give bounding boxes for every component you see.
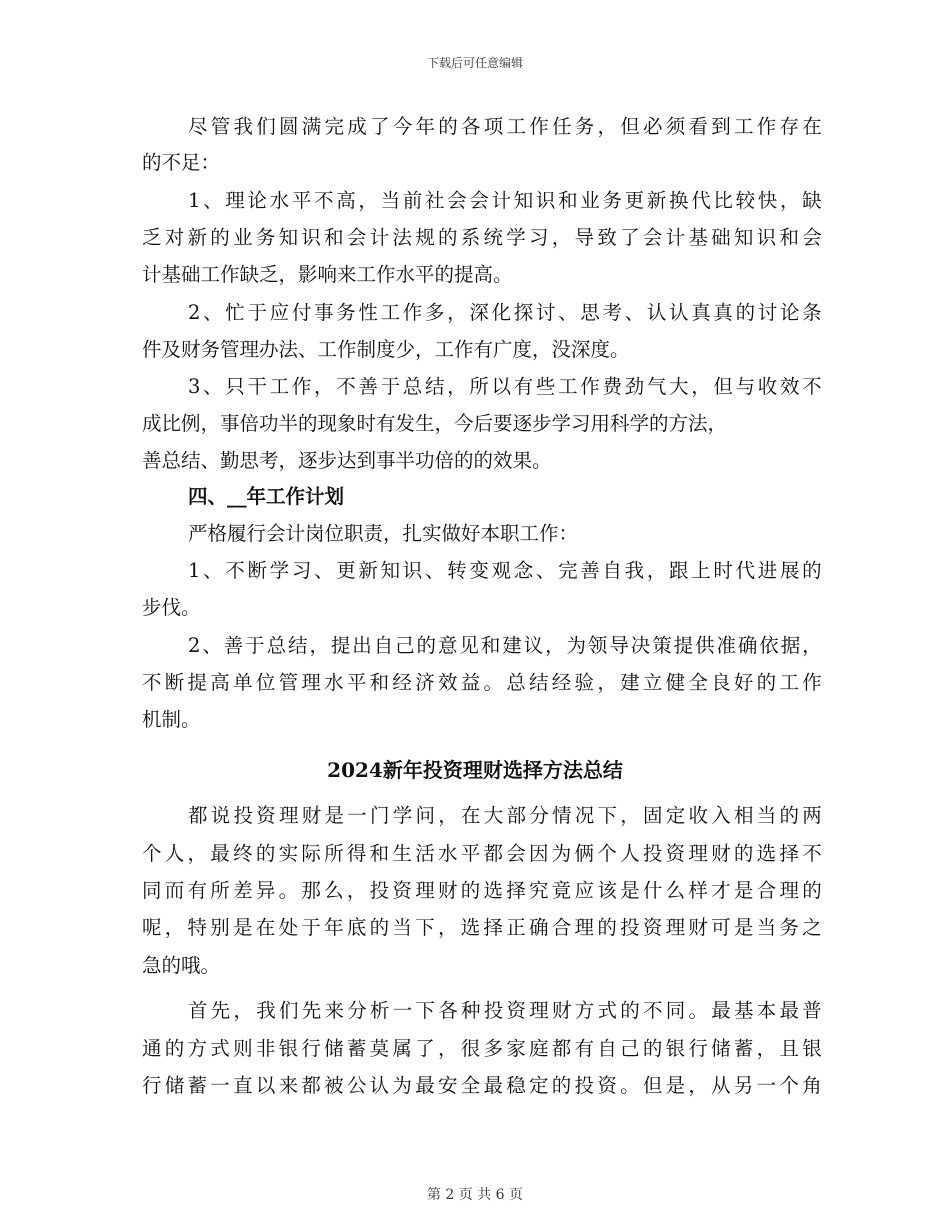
paragraph-line: 的不足： (142, 151, 221, 174)
paragraph-line: 同 而 有 所 差 异 。 那 么 ， 投 资 理 财 的 选 择 究 竟 应 该 是 什 么 样 才 是 合 理 的 (142, 879, 822, 902)
paragraph-line: 急的哦。 (142, 954, 221, 977)
paragraph-line: 呢 ， 特 别 是 在 处 于 年 底 的 当 下 ， 选 择 正 确 合 理 的 投 资 理 财 可 是 当 务 之 (142, 916, 822, 939)
page-header: 下载后可任意编辑 (426, 56, 523, 70)
paragraph-line: 首 先 ， 我 们 先 来 分 析 一 下 各 种 投 资 理 财 方 式 的 不 同 。 最 基 本 最 普 (188, 999, 822, 1022)
paragraph-line: 3 、 只 干 工 作 ， 不 善 于 总 结 ， 所 以 有 些 工 作 费 劲 气 大 ， 但 与 收 效 不 (188, 375, 822, 398)
paragraph-line: 计基础工作缺乏，影响来工作水平的提高。 (142, 263, 513, 286)
paragraph-line: 尽 管 我 们 圆 满 完 成 了 今 年 的 各 项 工 作 任 务 ， 但 必 须 看 到 工 作 存 在 (188, 115, 822, 138)
paragraph-line: 2 、 善 于 总 结 ， 提 出 自 己 的 意 见 和 建 议 ， 为 领 导 决 策 提 供 准 确 依 据 ， (188, 634, 822, 657)
paragraph-line: 1 、 不 断 学 习 、 更 新 知 识 、 转 变 观 念 、 完 善 自 我 ， 跟 上 时 代 进 展 的 (188, 559, 822, 582)
paragraph-line: 乏 对 新 的 业 务 知 识 和 会 计 法 规 的 系 统 学 习 ， 导 致 了 会 计 基 础 知 识 和 会 (142, 226, 822, 249)
paragraph-line: 严格履行会计岗位职责，扎实做好本职工作： (188, 522, 579, 545)
paragraph-line: 1 、 理 论 水 平 不 高 ， 当 前 社 会 会 计 知 识 和 业 务 更 新 换 代 比 较 快 ， 缺 (188, 189, 822, 212)
paragraph-line: 善总结、勤思考，逐步达到事半功倍的的效果。 (142, 449, 552, 472)
paragraph-line: 不 断 提 高 单 位 管 理 水 平 和 经 济 效 益 。 总 结 经 验 ， 建 立 健 全 良 好 的 工 作 (142, 671, 822, 694)
paragraph-line: 个 人 ， 最 终 的 实 际 所 得 和 生 活 水 平 都 会 因 为 俩 个 人 投 资 理 财 的 选 择 不 (142, 842, 822, 865)
paragraph-line: 成比例，事倍功半的现象时有发生，今后要逐步学习用科学的方法， (142, 412, 728, 435)
article-title: 2024新年投资理财选择方法总结 (327, 758, 623, 782)
paragraph-line: 通 的 方 式 则 非 银 行 储 蓄 莫 属 了 ， 很 多 家 庭 都 有 自 己 的 银 行 储 蓄 ， 且 银 (142, 1037, 822, 1060)
paragraph-line: 行 储 蓄 一 直 以 来 都 被 公 认 为 最 安 全 最 稳 定 的 投 资 。 但 是 ， 从 另 一 个 角 (142, 1074, 822, 1097)
paragraph-line: 步伐。 (142, 596, 201, 619)
paragraph-line: 都 说 投 资 理 财 是 一 门 学 问 ， 在 大 部 分 情 况 下 ， 固 定 收 入 相 当 的 两 (188, 804, 822, 827)
section-heading: 四、__年工作计划 (188, 485, 345, 508)
paragraph-line: 机制。 (142, 708, 201, 731)
paragraph-line: 2 、 忙 于 应 付 事 务 性 工 作 多 ， 深 化 探 讨 、 思 考 、 认 认 真 真 的 讨 论 条 (188, 301, 822, 324)
paragraph-line: 件及财务管理办法、工作制度少，工作有广度，没深度。 (142, 338, 630, 361)
page-footer: 第 2 页 共 6 页 (426, 1187, 524, 1203)
